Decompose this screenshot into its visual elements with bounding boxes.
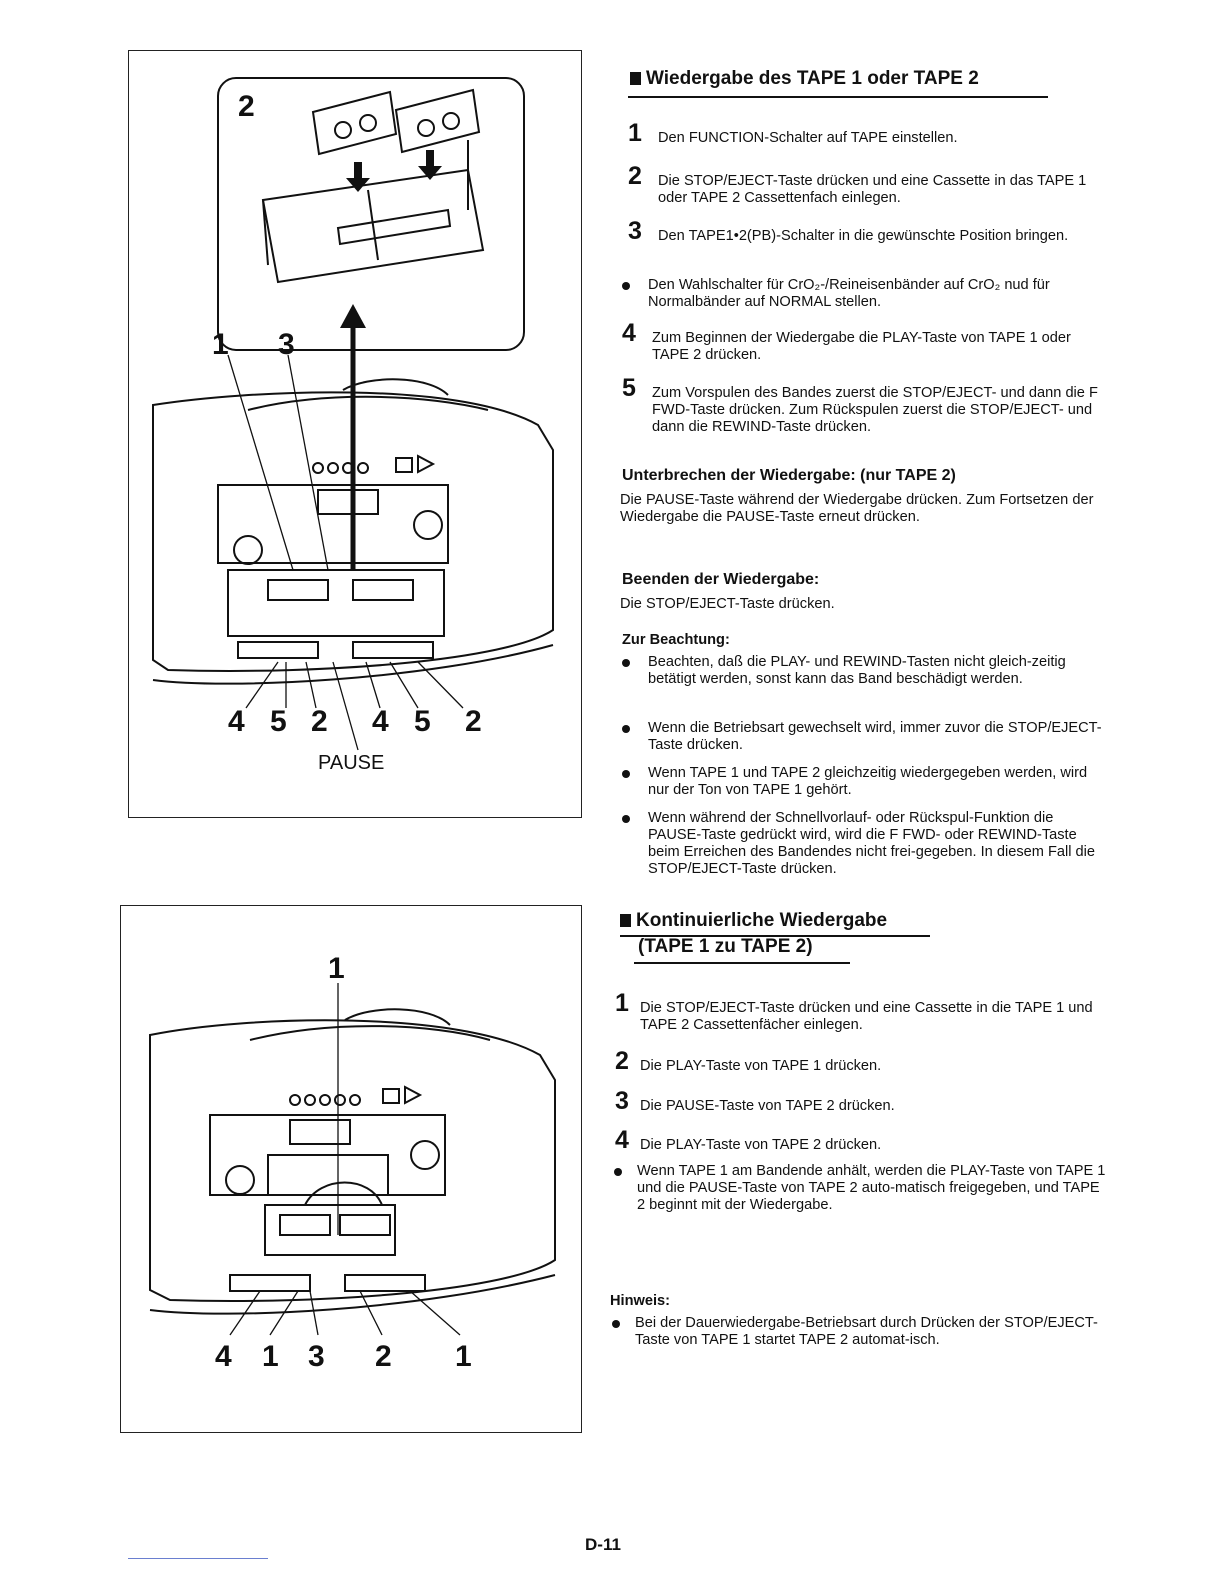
step-number: 1 xyxy=(628,119,642,147)
boombox xyxy=(150,1009,555,1313)
section-2-title-line-2: (TAPE 1 zu TAPE 2) xyxy=(638,936,813,957)
step-text: Die PLAY-Taste von TAPE 1 drücken. xyxy=(640,1058,882,1074)
bullet-text: Bei der Dauerwiedergabe-Betriebsart durch Drücken der STOP/EJECT-Taste von TAPE 1 startet TAPE 2 automat-isch. xyxy=(635,1315,1098,1348)
step-text: Zum Vorspulen des Bandes zuerst die STOP/EJECT- und dann die F FWD-Taste drücken. Zum Rückspulen zuerst die STOP/EJECT- und dann die REWIND-Taste drücken. xyxy=(652,385,1098,435)
bullet-dot xyxy=(622,659,630,667)
stop-text: Die STOP/EJECT-Taste drücken. xyxy=(620,596,835,612)
bullet-text: Den Wahlschalter für CrO₂-/Reineisenbänder auf CrO₂ nud für Normalbänder auf NORMAL stellen. xyxy=(648,277,1050,310)
section-2-title-underline-2 xyxy=(634,962,850,964)
bullet-dot xyxy=(614,1168,622,1176)
pause-text: Die PAUSE-Taste während der Wiedergabe drücken. Zum Fortsetzen der Wiedergabe die PAUSE-Taste erneut drücken. xyxy=(620,492,1094,525)
bullet-dot xyxy=(612,1320,620,1328)
figure-2-callout-1-top: 1 xyxy=(328,952,345,985)
step-text: Zum Beginnen der Wiedergabe die PLAY-Taste von TAPE 1 oder TAPE 2 drücken. xyxy=(652,330,1071,363)
step-text: Die PAUSE-Taste von TAPE 2 drücken. xyxy=(640,1098,895,1114)
figure-1-illustration xyxy=(128,50,582,818)
figure-2-callout-4: 4 xyxy=(215,1340,232,1373)
note-heading: Zur Beachtung: xyxy=(622,632,730,648)
bullet-dot xyxy=(622,770,630,778)
pause-heading: Unterbrechen der Wiedergabe: (nur TAPE 2) xyxy=(622,467,956,484)
figure-1-callout-2: 2 xyxy=(238,90,255,123)
step-number: 5 xyxy=(622,374,636,402)
bullet-text: Wenn TAPE 1 am Bandende anhält, werden die PLAY-Taste von TAPE 1 und die PAUSE-Taste von TAPE 2 auto-matisch freigegeben, und TAPE 2 beginnt mit der Wiedergabe. xyxy=(637,1163,1106,1213)
cassette-icon xyxy=(313,92,396,154)
step-text: Den TAPE1•2(PB)-Schalter in die gewünschte Position bringen. xyxy=(658,228,1069,244)
hint-heading: Hinweis: xyxy=(610,1293,671,1309)
figure-1-callout-2b: 2 xyxy=(465,705,482,738)
section-2-title-text: Kontinuierliche Wiedergabe xyxy=(636,910,888,931)
figure-2-callout-2: 2 xyxy=(375,1340,392,1373)
figure-1-callout-4a: 4 xyxy=(228,705,245,738)
step-number: 3 xyxy=(615,1087,629,1115)
step-number: 3 xyxy=(628,217,642,245)
bullet-text: Wenn während der Schnellvorlauf- oder Rückspul-Funktion die PAUSE-Taste gedrückt wird, wird die F FWD- oder REWIND-Taste beim Erreichen des Bandendes nicht frei-gegeben. In diesem Fall die STOP/EJECT-Taste drücken. xyxy=(648,810,1095,877)
bullet-dot xyxy=(622,725,630,733)
step-text: Den FUNCTION-Schalter auf TAPE einstellen. xyxy=(658,130,958,146)
figure-2-callout-1a: 1 xyxy=(262,1340,279,1373)
figure-1-callout-5a: 5 xyxy=(270,705,287,738)
bullet-text: Wenn die Betriebsart gewechselt wird, immer zuvor die STOP/EJECT-Taste drücken. xyxy=(648,720,1102,753)
figure-1-callout-5b: 5 xyxy=(414,705,431,738)
step-number: 2 xyxy=(615,1047,629,1075)
step-text: Die STOP/EJECT-Taste drücken und eine Cassette in das TAPE 1 oder TAPE 2 Cassettenfach einlegen. xyxy=(658,173,1087,206)
section-2-title-line-1 xyxy=(620,910,887,932)
figure-2-illustration xyxy=(120,905,582,1433)
bullet-text: Wenn TAPE 1 und TAPE 2 gleichzeitig wiedergegeben werden, wird nur der Ton von TAPE 1 gehört. xyxy=(648,765,1088,798)
section-1-title-underline xyxy=(628,96,1048,98)
figure-2-callout-1b: 1 xyxy=(455,1340,472,1373)
step-text: Die PLAY-Taste von TAPE 2 drücken. xyxy=(640,1137,882,1153)
step-number: 4 xyxy=(622,319,636,347)
figure-1-callout-1: 1 xyxy=(212,328,229,361)
step-number: 4 xyxy=(615,1126,629,1154)
section-1-title xyxy=(630,68,979,90)
cassette-icon xyxy=(396,90,479,152)
step-text: Die STOP/EJECT-Taste drücken und eine Cassette in die TAPE 1 und TAPE 2 Cassettenfächer einlegen. xyxy=(640,1000,1093,1033)
page-number: D-11 xyxy=(585,1535,621,1554)
figure-1-pause-label: PAUSE xyxy=(318,752,385,774)
step-number: 1 xyxy=(615,989,629,1017)
bullet-text: Beachten, daß die PLAY- und REWIND-Tasten nicht gleich-zeitig betätigt werden, sonst kann das Band beschädigt werden. xyxy=(648,654,1066,687)
step-number: 2 xyxy=(628,162,642,190)
figure-1-callout-3: 3 xyxy=(278,328,295,361)
section-1-title-text: Wiedergabe des TAPE 1 oder TAPE 2 xyxy=(646,68,979,89)
figure-1-callout-4b: 4 xyxy=(372,705,389,738)
bullet-dot xyxy=(622,282,630,290)
bullet-dot xyxy=(622,815,630,823)
stop-heading: Beenden der Wiedergabe: xyxy=(622,571,820,588)
footer-rule xyxy=(128,1558,268,1559)
figure-2-callout-3: 3 xyxy=(308,1340,325,1373)
figure-1-callout-2a: 2 xyxy=(311,705,328,738)
